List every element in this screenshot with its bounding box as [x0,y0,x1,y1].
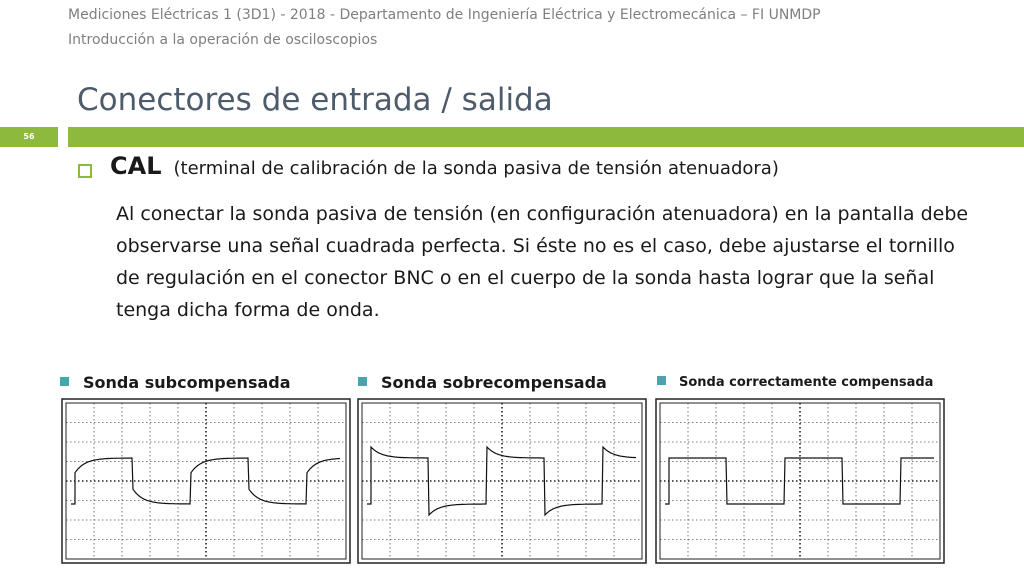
teal-square-bullet-icon [657,376,666,385]
body-paragraph: Al conectar la sonda pasiva de tensión (en configuración atenuadora) en la pantalla debe observarse una señal cuadrada perfecta. Si éste no es el caso, debe ajustarse el tornillo de regulación en el conector BNC o en el cuerpo de la sonda hasta lograr que la señal tenga dicha forma de onda. [116,203,969,321]
scope-title-over [358,373,607,392]
cal-label: CAL [110,152,162,180]
teal-square-bullet-icon [60,377,69,386]
scope-title-under [60,373,291,392]
header-topic: Introducción a la operación de osciloscopios [68,32,378,48]
square-bullet-icon [78,164,92,178]
oscilloscope-screen-under [61,398,351,564]
cal-bullet [110,152,779,180]
cal-description: (terminal de calibración de la sonda pasiva de tensión atenuadora) [173,158,779,179]
title-underline-bar [68,127,1024,147]
oscilloscope-screen-over [357,398,647,564]
scope-label: Sonda sobrecompensada [381,373,607,392]
scope-label: Sonda correctamente compensada [679,375,934,390]
scope-label: Sonda subcompensada [83,373,291,392]
scope-title-correct [657,375,933,390]
slide-title: Conectores de entrada / salida [77,82,553,118]
oscilloscope-screen-correct [655,398,945,564]
slide-number-box [0,127,58,147]
teal-square-bullet-icon [358,377,367,386]
slide-number: 56 [23,132,35,141]
header-course: Mediciones Eléctricas 1 (3D1) - 2018 - Departamento de Ingeniería Eléctrica y Electromecánica – FI UNMDP [68,7,821,23]
